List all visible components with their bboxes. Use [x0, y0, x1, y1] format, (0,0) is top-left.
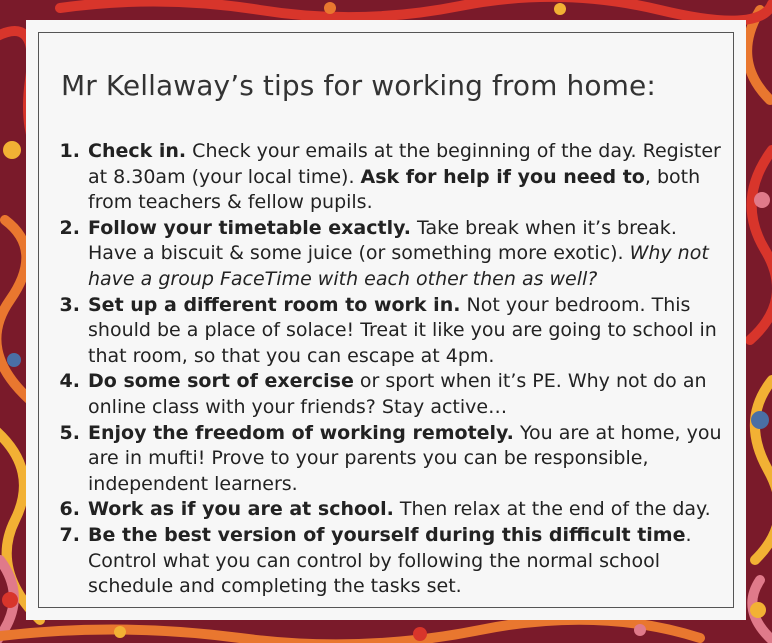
tips-list — [49, 139, 729, 600]
tip-text — [88, 216, 729, 293]
tip-item — [49, 421, 729, 498]
tip-item — [49, 369, 729, 420]
tip-heading: Ask for help if you need to — [360, 165, 645, 188]
tip-body: You are at home, you are in mufti! Prove to your parents you can be responsible, independent learners. — [88, 421, 722, 495]
tip-text — [88, 421, 729, 498]
tip-heading: Enjoy the freedom of working remotely. — [88, 421, 514, 444]
tip-heading: Check in. — [88, 140, 187, 162]
tip-text — [88, 139, 729, 216]
tip-heading: Be the best version of yourself during this difficult time — [88, 523, 686, 546]
tip-number: 7. — [59, 523, 80, 546]
tip-heading: Do some sort of exercise — [88, 370, 354, 393]
tip-body: Check your emails at the beginning of the day. Register at 8.30am (your local time). — [88, 140, 721, 188]
tip-heading: Follow your timetable exactly. — [88, 216, 411, 239]
tip-text — [88, 369, 729, 420]
tip-item — [49, 139, 729, 216]
tip-heading: Work as if you are at school. — [88, 498, 394, 521]
tip-item — [49, 497, 729, 523]
tip-item — [49, 523, 729, 600]
tip-number: 4. — [59, 370, 80, 393]
tip-text — [88, 497, 729, 523]
tip-body: . Control what you can control by following the normal school schedule and completing the tasks set. — [88, 523, 692, 598]
tip-number: 5. — [59, 421, 80, 444]
card-border — [38, 32, 734, 608]
tip-text — [88, 523, 729, 600]
tip-number: 1. — [59, 140, 80, 162]
tip-body: Not your bedroom. This should be a place of solace! Treat it like you are going to school in that room, so that you can escape at 4pm. — [88, 293, 717, 367]
tips-card — [26, 20, 746, 620]
tip-number: 2. — [59, 216, 80, 239]
tip-heading: Set up a different room to work in. — [88, 293, 461, 316]
tip-number: 6. — [59, 498, 80, 521]
tip-item — [49, 293, 729, 370]
page-title: Mr Kellaway’s tips for working from home: — [61, 69, 656, 102]
tip-number: 3. — [59, 293, 80, 316]
tip-body: or sport when it’s PE. Why not do an online class with your friends? Stay active… — [88, 370, 707, 418]
tip-body: , both from teachers & fellow pupils. — [88, 165, 701, 214]
tip-body: Take break when it’s break. Have a biscuit & some juice (or something more exotic). — [88, 216, 677, 265]
tip-item — [49, 216, 729, 293]
tip-body: Then relax at the end of the day. — [393, 498, 711, 521]
tip-suggestion: Why not have a group FaceTime with each other then as well? — [88, 242, 709, 290]
tip-text — [88, 293, 729, 370]
